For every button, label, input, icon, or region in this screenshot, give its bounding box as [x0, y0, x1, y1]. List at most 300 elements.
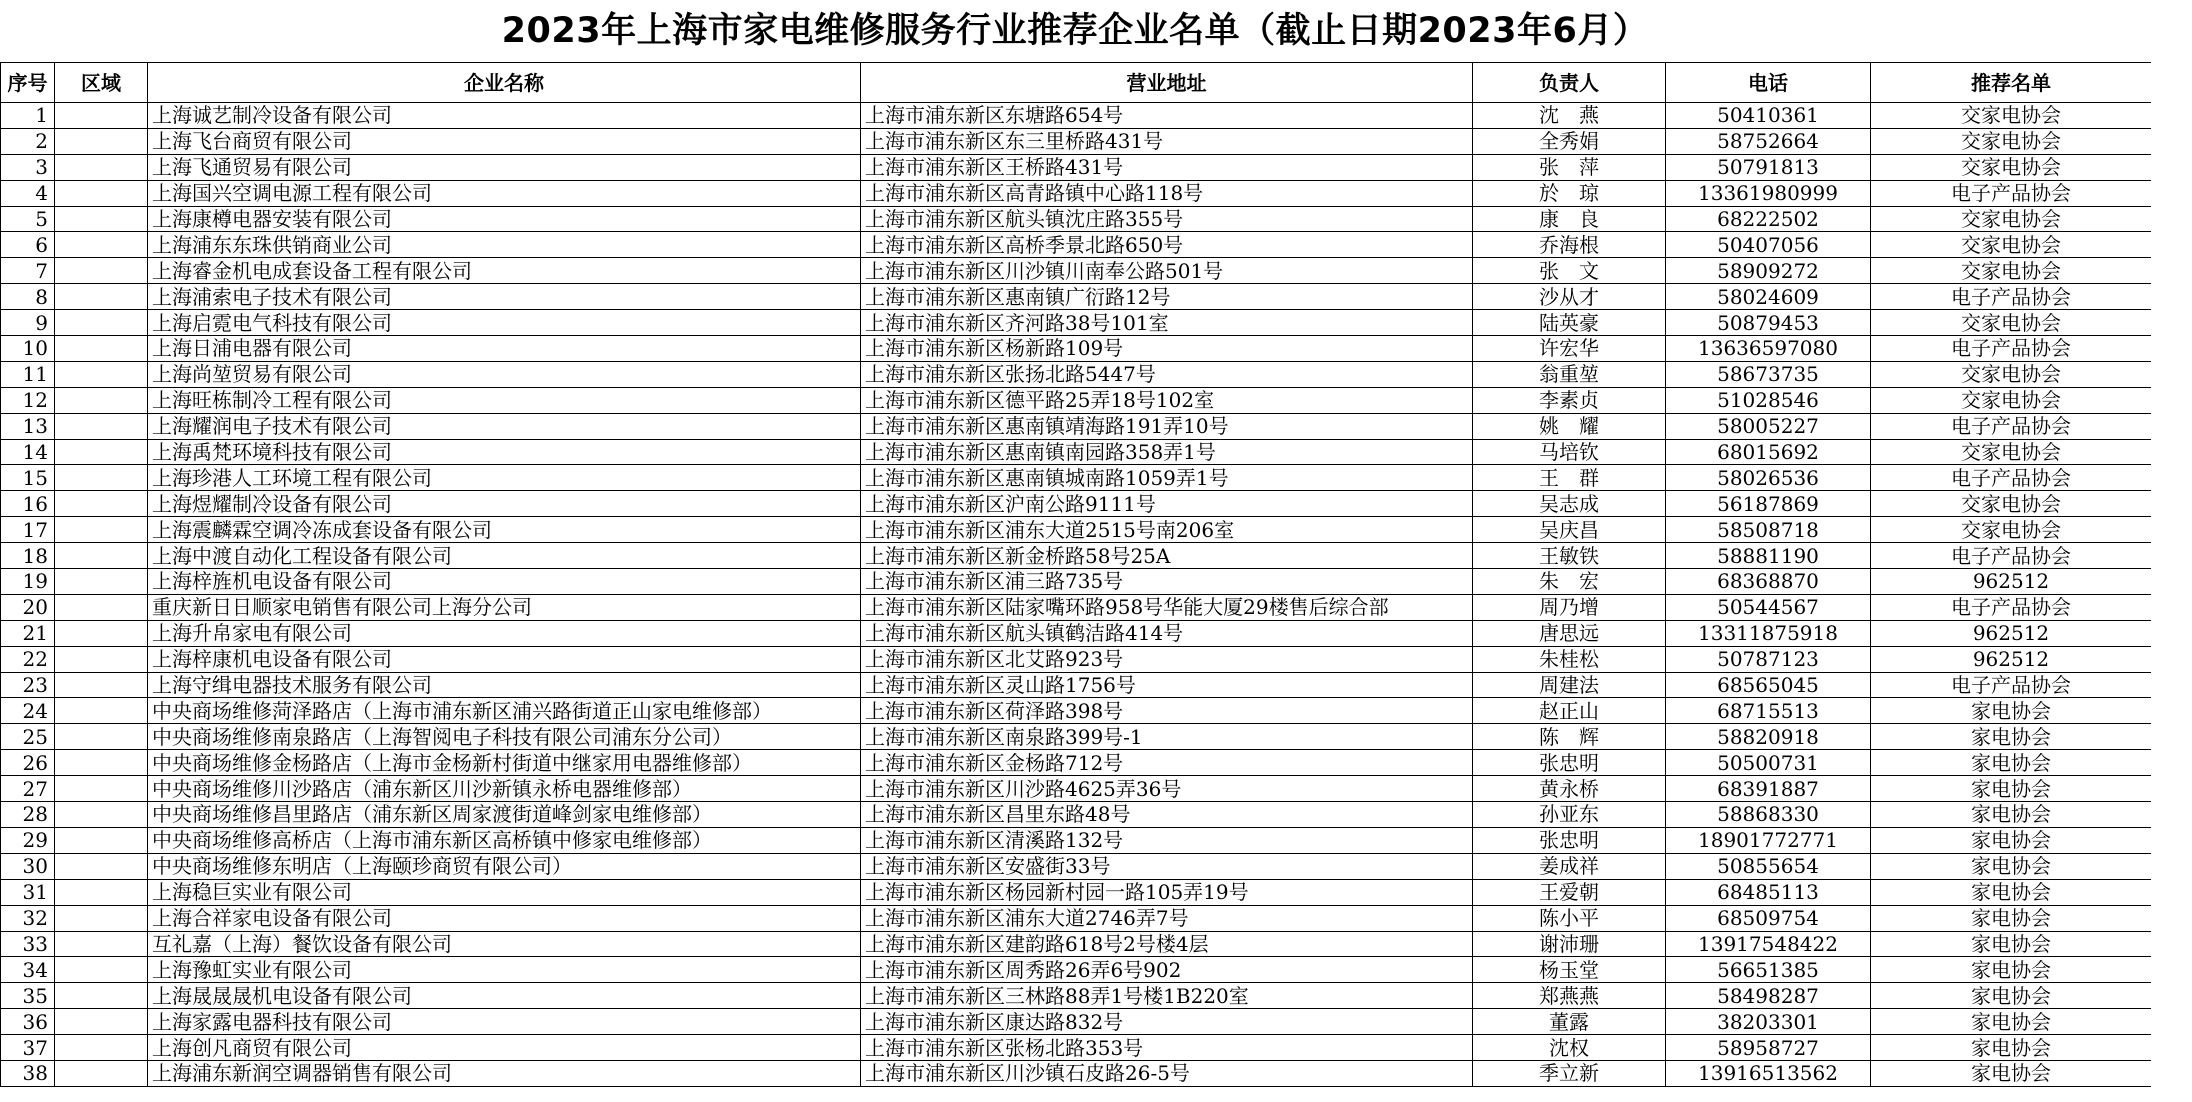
row-contact: 陈 辉	[1473, 724, 1666, 750]
row-region	[55, 957, 148, 983]
row-index: 37	[1, 1035, 55, 1061]
table-row	[1, 154, 2152, 180]
table-body	[1, 103, 2152, 1087]
row-address: 上海市浦东新区川沙镇石皮路26-5号	[861, 1060, 1473, 1086]
row-recommender: 电子产品协会	[1871, 336, 2152, 362]
row-company: 上海旺栋制冷工程有限公司	[148, 387, 861, 413]
row-contact: 周建法	[1473, 672, 1666, 698]
row-phone: 56651385	[1666, 957, 1871, 983]
table-row	[1, 569, 2152, 595]
row-company: 上海梓康机电设备有限公司	[148, 646, 861, 672]
row-index: 1	[1, 103, 55, 129]
row-company: 上海耀润电子技术有限公司	[148, 413, 861, 439]
row-phone: 58508718	[1666, 517, 1871, 543]
row-company: 中央商场维修东明店（上海颐珍商贸有限公司）	[148, 853, 861, 879]
row-phone: 58673735	[1666, 361, 1871, 387]
row-region	[55, 439, 148, 465]
row-company: 上海浦索电子技术有限公司	[148, 284, 861, 310]
row-address: 上海市浦东新区东三里桥路431号	[861, 128, 1473, 154]
row-company: 上海豫虹实业有限公司	[148, 957, 861, 983]
row-contact: 张忠明	[1473, 827, 1666, 853]
row-phone: 50410361	[1666, 103, 1871, 129]
row-region	[55, 750, 148, 776]
row-contact: 周乃增	[1473, 594, 1666, 620]
row-address: 上海市浦东新区昌里东路48号	[861, 802, 1473, 828]
row-region	[55, 620, 148, 646]
row-address: 上海市浦东新区灵山路1756号	[861, 672, 1473, 698]
header-recommender: 推荐名单	[1871, 63, 2152, 103]
row-company: 上海启霓电气科技有限公司	[148, 310, 861, 336]
row-contact: 朱桂松	[1473, 646, 1666, 672]
table-row	[1, 543, 2152, 569]
row-contact: 马培钦	[1473, 439, 1666, 465]
row-index: 33	[1, 931, 55, 957]
row-address: 上海市浦东新区惠南镇城南路1059弄1号	[861, 465, 1473, 491]
row-contact: 沈 燕	[1473, 103, 1666, 129]
row-index: 21	[1, 620, 55, 646]
row-address: 上海市浦东新区康达路832号	[861, 1009, 1473, 1035]
table-row	[1, 413, 2152, 439]
table-row	[1, 1060, 2152, 1086]
row-company: 上海禹梵环境科技有限公司	[148, 439, 861, 465]
row-address: 上海市浦东新区高桥季景北路650号	[861, 232, 1473, 258]
row-region	[55, 336, 148, 362]
row-recommender: 电子产品协会	[1871, 284, 2152, 310]
header-index: 序号	[1, 63, 55, 103]
row-region	[55, 1035, 148, 1061]
row-phone: 50500731	[1666, 750, 1871, 776]
row-region	[55, 543, 148, 569]
row-company: 上海飞通贸易有限公司	[148, 154, 861, 180]
row-recommender: 家电协会	[1871, 905, 2152, 931]
row-address: 上海市浦东新区惠南镇靖海路191弄10号	[861, 413, 1473, 439]
company-table	[0, 62, 2152, 1087]
row-address: 上海市浦东新区周秀路26弄6号902	[861, 957, 1473, 983]
row-phone: 13636597080	[1666, 336, 1871, 362]
row-contact: 张 萍	[1473, 154, 1666, 180]
row-recommender: 交家电协会	[1871, 258, 2152, 284]
row-company: 上海诚艺制冷设备有限公司	[148, 103, 861, 129]
row-phone: 68565045	[1666, 672, 1871, 698]
row-phone: 56187869	[1666, 491, 1871, 517]
row-region	[55, 387, 148, 413]
row-region	[55, 724, 148, 750]
row-region	[55, 206, 148, 232]
header-address: 营业地址	[861, 63, 1473, 103]
row-recommender: 家电协会	[1871, 1035, 2152, 1061]
header-phone: 电话	[1666, 63, 1871, 103]
row-index: 28	[1, 802, 55, 828]
row-phone: 68368870	[1666, 569, 1871, 595]
row-index: 3	[1, 154, 55, 180]
row-contact: 全秀娟	[1473, 128, 1666, 154]
row-recommender: 交家电协会	[1871, 310, 2152, 336]
table-row	[1, 465, 2152, 491]
row-phone: 58881190	[1666, 543, 1871, 569]
row-region	[55, 646, 148, 672]
table-row	[1, 724, 2152, 750]
table-row	[1, 957, 2152, 983]
page-margin	[2151, 0, 2192, 1102]
row-index: 36	[1, 1009, 55, 1035]
row-index: 29	[1, 827, 55, 853]
table-row	[1, 698, 2152, 724]
row-contact: 王敏铁	[1473, 543, 1666, 569]
header-contact: 负责人	[1473, 63, 1666, 103]
row-recommender: 家电协会	[1871, 957, 2152, 983]
row-address: 上海市浦东新区浦东大道2746弄7号	[861, 905, 1473, 931]
table-row	[1, 879, 2152, 905]
row-phone: 51028546	[1666, 387, 1871, 413]
row-contact: 季立新	[1473, 1060, 1666, 1086]
row-company: 上海日浦电器有限公司	[148, 336, 861, 362]
row-company: 中央商场维修川沙路店（浦东新区川沙新镇永桥电器维修部）	[148, 776, 861, 802]
table-row	[1, 931, 2152, 957]
row-address: 上海市浦东新区川沙镇川南奉公路501号	[861, 258, 1473, 284]
row-phone: 68715513	[1666, 698, 1871, 724]
row-recommender: 交家电协会	[1871, 103, 2152, 129]
row-index: 6	[1, 232, 55, 258]
table-row	[1, 103, 2152, 129]
row-index: 26	[1, 750, 55, 776]
row-recommender: 交家电协会	[1871, 154, 2152, 180]
table-row	[1, 620, 2152, 646]
row-region	[55, 931, 148, 957]
row-contact: 王 群	[1473, 465, 1666, 491]
row-recommender: 家电协会	[1871, 853, 2152, 879]
row-phone: 13361980999	[1666, 180, 1871, 206]
row-contact: 朱 宏	[1473, 569, 1666, 595]
row-index: 18	[1, 543, 55, 569]
row-phone: 50855654	[1666, 853, 1871, 879]
row-contact: 董露	[1473, 1009, 1666, 1035]
row-contact: 吴志成	[1473, 491, 1666, 517]
row-address: 上海市浦东新区张杨北路353号	[861, 1035, 1473, 1061]
table-row	[1, 284, 2152, 310]
row-phone: 58752664	[1666, 128, 1871, 154]
row-company: 上海飞台商贸有限公司	[148, 128, 861, 154]
row-region	[55, 1009, 148, 1035]
row-region	[55, 180, 148, 206]
row-company: 上海升帛家电有限公司	[148, 620, 861, 646]
row-recommender: 家电协会	[1871, 750, 2152, 776]
row-address: 上海市浦东新区王桥路431号	[861, 154, 1473, 180]
row-address: 上海市浦东新区南泉路399号-1	[861, 724, 1473, 750]
row-contact: 赵正山	[1473, 698, 1666, 724]
row-region	[55, 232, 148, 258]
row-phone: 68222502	[1666, 206, 1871, 232]
row-address: 上海市浦东新区浦东大道2515号南206室	[861, 517, 1473, 543]
row-recommender: 家电协会	[1871, 1060, 2152, 1086]
row-company: 上海浦东新润空调器销售有限公司	[148, 1060, 861, 1086]
table-row	[1, 128, 2152, 154]
row-phone: 38203301	[1666, 1009, 1871, 1035]
row-index: 7	[1, 258, 55, 284]
table-row	[1, 1009, 2152, 1035]
row-index: 27	[1, 776, 55, 802]
row-contact: 陈小平	[1473, 905, 1666, 931]
row-index: 34	[1, 957, 55, 983]
row-contact: 吴庆昌	[1473, 517, 1666, 543]
row-address: 上海市浦东新区北艾路923号	[861, 646, 1473, 672]
row-index: 9	[1, 310, 55, 336]
row-contact: 翁重堃	[1473, 361, 1666, 387]
row-contact: 孙亚东	[1473, 802, 1666, 828]
row-index: 14	[1, 439, 55, 465]
row-contact: 杨玉堂	[1473, 957, 1666, 983]
table-row	[1, 232, 2152, 258]
row-index: 17	[1, 517, 55, 543]
row-phone: 13917548422	[1666, 931, 1871, 957]
row-phone: 50791813	[1666, 154, 1871, 180]
row-phone: 68391887	[1666, 776, 1871, 802]
table-row	[1, 983, 2152, 1009]
table-row	[1, 180, 2152, 206]
row-recommender: 电子产品协会	[1871, 413, 2152, 439]
row-address: 上海市浦东新区三林路88弄1号楼1B220室	[861, 983, 1473, 1009]
row-address: 上海市浦东新区杨新路109号	[861, 336, 1473, 362]
row-address: 上海市浦东新区惠南镇南园路358弄1号	[861, 439, 1473, 465]
row-phone: 58005227	[1666, 413, 1871, 439]
row-company: 上海稳巨实业有限公司	[148, 879, 861, 905]
row-contact: 乔海根	[1473, 232, 1666, 258]
row-index: 15	[1, 465, 55, 491]
row-phone: 58820918	[1666, 724, 1871, 750]
row-index: 11	[1, 361, 55, 387]
header-row	[1, 63, 2152, 103]
table-row	[1, 1035, 2152, 1061]
page-title: 2023年上海市家电维修服务行业推荐企业名单（截止日期2023年6月）	[501, 11, 1649, 51]
row-company: 中央商场维修金杨路店（上海市金杨新村街道中继家用电器维修部）	[148, 750, 861, 776]
row-company: 中央商场维修昌里路店（浦东新区周家渡街道峰剑家电维修部）	[148, 802, 861, 828]
row-recommender: 交家电协会	[1871, 232, 2152, 258]
row-phone: 58958727	[1666, 1035, 1871, 1061]
row-address: 上海市浦东新区川沙路4625弄36号	[861, 776, 1473, 802]
row-recommender: 家电协会	[1871, 802, 2152, 828]
table-row	[1, 206, 2152, 232]
row-recommender: 交家电协会	[1871, 517, 2152, 543]
row-region	[55, 853, 148, 879]
row-phone: 68015692	[1666, 439, 1871, 465]
row-company: 上海合祥家电设备有限公司	[148, 905, 861, 931]
row-address: 上海市浦东新区荷泽路398号	[861, 698, 1473, 724]
row-recommender: 家电协会	[1871, 698, 2152, 724]
row-index: 19	[1, 569, 55, 595]
row-phone: 13311875918	[1666, 620, 1871, 646]
row-phone: 18901772771	[1666, 827, 1871, 853]
table-row	[1, 672, 2152, 698]
row-recommender: 家电协会	[1871, 931, 2152, 957]
row-address: 上海市浦东新区杨园新村园一路105弄19号	[861, 879, 1473, 905]
row-company: 上海中渡自动化工程设备有限公司	[148, 543, 861, 569]
row-contact: 陆英豪	[1473, 310, 1666, 336]
row-index: 2	[1, 128, 55, 154]
row-contact: 黄永桥	[1473, 776, 1666, 802]
row-contact: 张 文	[1473, 258, 1666, 284]
row-address: 上海市浦东新区安盛街33号	[861, 853, 1473, 879]
row-region	[55, 594, 148, 620]
row-region	[55, 802, 148, 828]
row-region	[55, 103, 148, 129]
row-address: 上海市浦东新区高青路镇中心路118号	[861, 180, 1473, 206]
row-phone: 50879453	[1666, 310, 1871, 336]
row-recommender: 交家电协会	[1871, 439, 2152, 465]
row-region	[55, 310, 148, 336]
row-index: 16	[1, 491, 55, 517]
row-address: 上海市浦东新区齐河路38号101室	[861, 310, 1473, 336]
row-contact: 姚 耀	[1473, 413, 1666, 439]
row-index: 10	[1, 336, 55, 362]
row-region	[55, 698, 148, 724]
row-address: 上海市浦东新区东塘路654号	[861, 103, 1473, 129]
row-index: 8	[1, 284, 55, 310]
row-phone: 58868330	[1666, 802, 1871, 828]
row-recommender: 电子产品协会	[1871, 465, 2152, 491]
row-recommender: 家电协会	[1871, 827, 2152, 853]
row-contact: 於 琼	[1473, 180, 1666, 206]
row-index: 35	[1, 983, 55, 1009]
row-region	[55, 361, 148, 387]
row-index: 23	[1, 672, 55, 698]
row-phone: 58909272	[1666, 258, 1871, 284]
row-index: 25	[1, 724, 55, 750]
row-company: 上海睿金机电成套设备工程有限公司	[148, 258, 861, 284]
row-address: 上海市浦东新区新金桥路58号25A	[861, 543, 1473, 569]
row-region	[55, 491, 148, 517]
row-phone: 68509754	[1666, 905, 1871, 931]
row-index: 22	[1, 646, 55, 672]
row-contact: 沈权	[1473, 1035, 1666, 1061]
row-company: 上海浦东东珠供销商业公司	[148, 232, 861, 258]
row-index: 32	[1, 905, 55, 931]
row-address: 上海市浦东新区金杨路712号	[861, 750, 1473, 776]
row-address: 上海市浦东新区张扬北路5447号	[861, 361, 1473, 387]
row-phone: 50787123	[1666, 646, 1871, 672]
row-phone: 58498287	[1666, 983, 1871, 1009]
row-index: 38	[1, 1060, 55, 1086]
table-row	[1, 258, 2152, 284]
row-company: 重庆新日日顺家电销售有限公司上海分公司	[148, 594, 861, 620]
row-address: 上海市浦东新区浦三路735号	[861, 569, 1473, 595]
row-company: 上海尚堃贸易有限公司	[148, 361, 861, 387]
row-address: 上海市浦东新区陆家嘴环路958号华能大厦29楼售后综合部	[861, 594, 1473, 620]
table-row	[1, 853, 2152, 879]
table-row	[1, 827, 2152, 853]
table-row	[1, 491, 2152, 517]
row-index: 30	[1, 853, 55, 879]
table-row	[1, 594, 2152, 620]
row-contact: 沙从才	[1473, 284, 1666, 310]
table-row	[1, 361, 2152, 387]
table-row	[1, 517, 2152, 543]
row-address: 上海市浦东新区航头镇沈庄路355号	[861, 206, 1473, 232]
row-address: 上海市浦东新区航头镇鹤洁路414号	[861, 620, 1473, 646]
row-region	[55, 569, 148, 595]
row-contact: 张忠明	[1473, 750, 1666, 776]
row-company: 上海煜耀制冷设备有限公司	[148, 491, 861, 517]
table-row	[1, 750, 2152, 776]
table-row	[1, 802, 2152, 828]
row-region	[55, 517, 148, 543]
row-region	[55, 879, 148, 905]
row-recommender: 电子产品协会	[1871, 594, 2152, 620]
row-recommender: 家电协会	[1871, 776, 2152, 802]
row-recommender: 交家电协会	[1871, 491, 2152, 517]
table-row	[1, 646, 2152, 672]
row-company: 上海晟晟晟机电设备有限公司	[148, 983, 861, 1009]
table-row	[1, 387, 2152, 413]
row-company: 中央商场维修高桥店（上海市浦东新区高桥镇中修家电维修部）	[148, 827, 861, 853]
header-region: 区域	[55, 63, 148, 103]
row-address: 上海市浦东新区建韵路618号2号楼4层	[861, 931, 1473, 957]
table-row	[1, 776, 2152, 802]
row-company: 互礼嘉（上海）餐饮设备有限公司	[148, 931, 861, 957]
row-index: 5	[1, 206, 55, 232]
row-address: 上海市浦东新区沪南公路9111号	[861, 491, 1473, 517]
table-row	[1, 439, 2152, 465]
row-recommender: 电子产品协会	[1871, 543, 2152, 569]
row-recommender: 家电协会	[1871, 983, 2152, 1009]
row-contact: 郑燕燕	[1473, 983, 1666, 1009]
row-contact: 姜成祥	[1473, 853, 1666, 879]
row-company: 上海守缉电器技术服务有限公司	[148, 672, 861, 698]
row-index: 4	[1, 180, 55, 206]
row-index: 13	[1, 413, 55, 439]
row-recommender: 交家电协会	[1871, 361, 2152, 387]
row-region	[55, 672, 148, 698]
row-address: 上海市浦东新区清溪路132号	[861, 827, 1473, 853]
row-recommender: 交家电协会	[1871, 206, 2152, 232]
row-company: 上海创凡商贸有限公司	[148, 1035, 861, 1061]
row-contact: 许宏华	[1473, 336, 1666, 362]
row-recommender: 交家电协会	[1871, 387, 2152, 413]
row-index: 20	[1, 594, 55, 620]
row-region	[55, 128, 148, 154]
row-address: 上海市浦东新区德平路25弄18号102室	[861, 387, 1473, 413]
table-row	[1, 905, 2152, 931]
row-index: 24	[1, 698, 55, 724]
row-region	[55, 776, 148, 802]
row-region	[55, 258, 148, 284]
table-row	[1, 336, 2152, 362]
row-recommender: 家电协会	[1871, 724, 2152, 750]
row-region	[55, 284, 148, 310]
row-contact: 李素贞	[1473, 387, 1666, 413]
row-company: 上海国兴空调电源工程有限公司	[148, 180, 861, 206]
row-company: 上海珍港人工环境工程有限公司	[148, 465, 861, 491]
row-company: 上海震麟霖空调冷冻成套设备有限公司	[148, 517, 861, 543]
row-recommender: 962512	[1871, 569, 2152, 595]
row-address: 上海市浦东新区惠南镇广衍路12号	[861, 284, 1473, 310]
row-region	[55, 1060, 148, 1086]
row-company: 中央商场维修菏泽路店（上海市浦东新区浦兴路街道正山家电维修部）	[148, 698, 861, 724]
row-recommender: 电子产品协会	[1871, 180, 2152, 206]
row-region	[55, 413, 148, 439]
row-phone: 68485113	[1666, 879, 1871, 905]
row-recommender: 家电协会	[1871, 879, 2152, 905]
row-region	[55, 465, 148, 491]
row-company: 上海家露电器科技有限公司	[148, 1009, 861, 1035]
row-region	[55, 154, 148, 180]
row-recommender: 电子产品协会	[1871, 672, 2152, 698]
row-recommender: 家电协会	[1871, 1009, 2152, 1035]
row-region	[55, 983, 148, 1009]
row-company: 上海梓旌机电设备有限公司	[148, 569, 861, 595]
row-contact: 王爱朝	[1473, 879, 1666, 905]
row-phone: 58024609	[1666, 284, 1871, 310]
row-phone: 58026536	[1666, 465, 1871, 491]
row-recommender: 962512	[1871, 646, 2152, 672]
